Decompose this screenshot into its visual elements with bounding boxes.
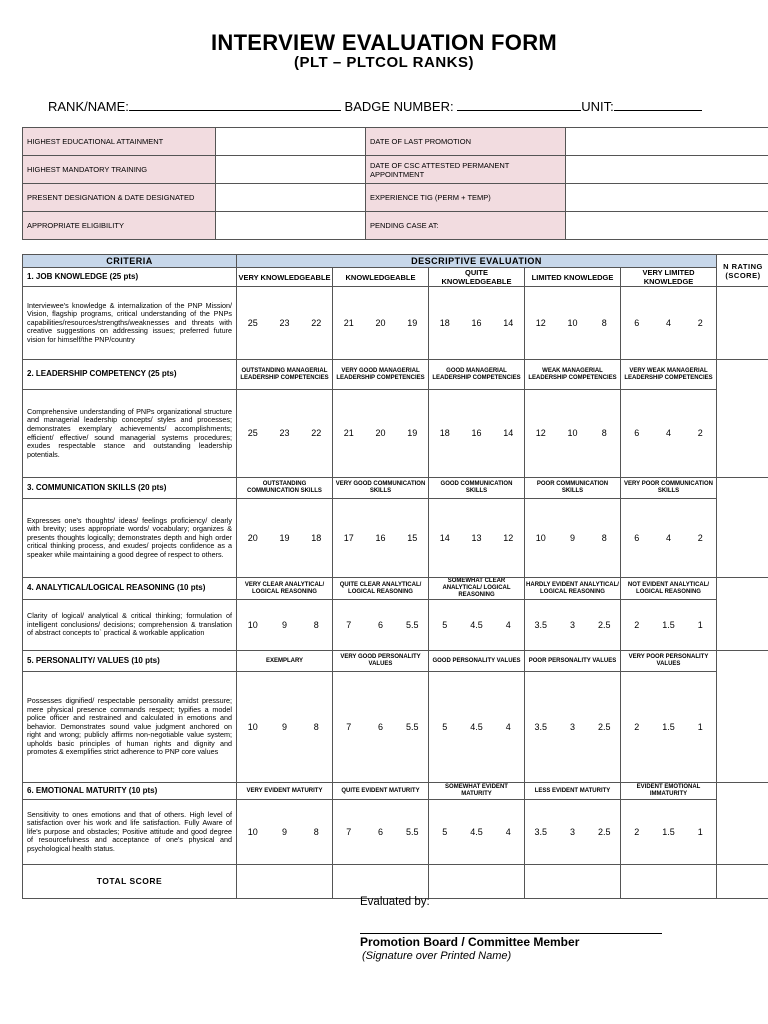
score-option[interactable]: 8	[589, 287, 621, 360]
criterion-description: Expresses one's thoughts/ ideas/ feelings proficiency/ clearly with brevity; uses appropriate words/ vocabulary; organizes & presents thoughts logically; demonstrates depth and high order critical thinking process, and exudes/ projects confidence as a speaker while maintaining a good degree of respect to others.	[23, 499, 237, 578]
score-option[interactable]: 23	[269, 287, 301, 360]
score-option[interactable]: 6	[621, 499, 653, 578]
score-option[interactable]: 12	[493, 499, 525, 578]
score-option[interactable]: 3.5	[525, 672, 557, 783]
score-option[interactable]: 14	[429, 499, 461, 578]
score-option[interactable]: 4.5	[461, 600, 493, 651]
score-option[interactable]: 18	[429, 390, 461, 478]
info-label-education: HIGHEST EDUCATIONAL ATTAINMENT	[23, 128, 216, 156]
evaluation-level-label: VERY GOOD PERSONALITY VALUES	[333, 651, 429, 672]
score-option[interactable]: 4	[493, 672, 525, 783]
unit-field[interactable]	[614, 100, 702, 111]
total-level-cell[interactable]	[525, 865, 621, 899]
info-value-pending-case[interactable]	[566, 212, 768, 240]
evaluation-level-label: VERY POOR COMMUNICATION SKILLS	[621, 478, 717, 499]
score-option[interactable]: 19	[397, 390, 429, 478]
criterion-description: Interviewee's knowledge & internalization of the PNP Mission/ Vision, flagship programs, critical understanding of the PNPs capabilities/resources/strengths/weaknesses and threats with creative suggestions on addressing issues; preferred future vision for himself/the PNP/country	[23, 287, 237, 360]
score-option[interactable]: 22	[301, 390, 333, 478]
score-option[interactable]: 16	[365, 499, 397, 578]
score-option[interactable]: 21	[333, 390, 365, 478]
score-option[interactable]: 18	[429, 287, 461, 360]
unit-label: UNIT:	[581, 99, 614, 114]
total-level-cell[interactable]	[237, 865, 333, 899]
score-option[interactable]: 2	[621, 800, 653, 865]
info-label-csc-date: DATE OF CSC ATTESTED PERMANENT APPOINTMENT	[366, 156, 566, 184]
evaluation-level-label: VERY GOOD COMMUNICATION SKILLS	[333, 478, 429, 499]
evaluation-level-label: EVIDENT EMOTIONAL IMMATURITY	[621, 783, 717, 800]
evaluation-level-label: VERY CLEAR ANALYTICAL/ LOGICAL REASONING	[237, 578, 333, 600]
score-option[interactable]: 5.5	[397, 800, 429, 865]
score-option[interactable]: 9	[269, 600, 301, 651]
score-option[interactable]: 13	[461, 499, 493, 578]
evaluation-level-label: LESS EVIDENT MATURITY	[525, 783, 621, 800]
info-label-designation: PRESENT DESIGNATION & DATE DESIGNATED	[23, 184, 216, 212]
evaluation-level-label: QUITE CLEAR ANALYTICAL/ LOGICAL REASONING	[333, 578, 429, 600]
score-option[interactable]: 9	[269, 672, 301, 783]
score-option[interactable]: 10	[525, 499, 557, 578]
score-option[interactable]: 4	[653, 287, 685, 360]
score-option[interactable]: 2.5	[589, 672, 621, 783]
personal-info-table	[22, 127, 768, 240]
rating-score-cell[interactable]	[717, 478, 768, 578]
score-option[interactable]: 25	[237, 390, 269, 478]
score-option[interactable]: 12	[525, 287, 557, 360]
score-option[interactable]: 10	[557, 390, 589, 478]
score-option[interactable]: 3.5	[525, 800, 557, 865]
score-option[interactable]: 1.5	[653, 800, 685, 865]
evaluation-level-label: QUITE EVIDENT MATURITY	[333, 783, 429, 800]
criterion-title: 6. EMOTIONAL MATURITY (10 pts)	[23, 783, 237, 800]
criterion-title: 4. ANALYTICAL/LOGICAL REASONING (10 pts)	[23, 578, 237, 600]
rating-score-cell[interactable]	[717, 783, 768, 865]
evaluation-level-label: GOOD PERSONALITY VALUES	[429, 651, 525, 672]
score-option[interactable]: 16	[461, 287, 493, 360]
info-value-csc-date[interactable]	[566, 156, 768, 184]
score-option[interactable]: 8	[301, 600, 333, 651]
score-option[interactable]: 3.5	[525, 600, 557, 651]
score-option[interactable]: 9	[269, 800, 301, 865]
score-option[interactable]: 20	[365, 390, 397, 478]
criterion-description: Clarity of logical/ analytical & critical thinking; formulation of intelligent conclusions/ decisions; comprehension & translation of abstract concepts to` practical & workable application	[23, 600, 237, 651]
score-option[interactable]: 19	[397, 287, 429, 360]
score-option[interactable]: 14	[493, 390, 525, 478]
rating-score-cell[interactable]	[717, 360, 768, 478]
info-value-designation[interactable]	[216, 184, 366, 212]
score-option[interactable]: 17	[333, 499, 365, 578]
score-option[interactable]: 10	[237, 800, 269, 865]
board-member-label: Promotion Board / Committee Member	[360, 935, 580, 949]
score-option[interactable]: 19	[269, 499, 301, 578]
criterion-title: 5. PERSONALITY/ VALUES (10 pts)	[23, 651, 237, 672]
rating-score-cell[interactable]	[717, 287, 768, 360]
score-option[interactable]: 16	[461, 390, 493, 478]
score-option[interactable]: 20	[365, 287, 397, 360]
score-option[interactable]: 5.5	[397, 600, 429, 651]
score-option[interactable]: 8	[589, 390, 621, 478]
score-option[interactable]: 5	[429, 600, 461, 651]
score-option[interactable]: 2	[685, 287, 717, 360]
score-option[interactable]: 1.5	[653, 672, 685, 783]
rank-name-line	[48, 99, 702, 114]
evaluation-level-label: KNOWLEDGEABLE	[333, 268, 429, 287]
rating-header: N RATING (SCORE)	[717, 255, 768, 287]
score-option[interactable]: 6	[621, 287, 653, 360]
total-score-label: TOTAL SCORE	[23, 865, 237, 899]
criterion-title: 2. LEADERSHIP COMPETENCY (25 pts)	[23, 360, 237, 390]
total-level-cell[interactable]	[621, 865, 717, 899]
score-option[interactable]: 1	[685, 600, 717, 651]
score-option[interactable]: 9	[557, 499, 589, 578]
info-value-last-promotion[interactable]	[566, 128, 768, 156]
score-option[interactable]: 4	[653, 390, 685, 478]
rating-score-cell[interactable]	[717, 578, 768, 651]
rating-score-cell[interactable]	[717, 651, 768, 783]
info-label-last-promotion: DATE OF LAST PROMOTION	[366, 128, 566, 156]
criteria-header: CRITERIA	[23, 255, 237, 268]
info-label-pending-case: PENDING CASE AT:	[366, 212, 566, 240]
score-option[interactable]: 8	[301, 800, 333, 865]
score-option[interactable]: 22	[301, 287, 333, 360]
score-option[interactable]: 2	[685, 499, 717, 578]
score-option[interactable]: 3	[557, 800, 589, 865]
score-option[interactable]: 10	[237, 600, 269, 651]
criterion-description: Possesses dignified/ respectable personality amidst pressure; mere physical presence commands respect; typifies a model police officer and restrained and calculated in emotions and behavior. Demonstrates sound value judgment anchored on right and wrong; publicly affirms non-negotiable value system; upholds basic principles of human rights and dignity and promotes & exemplifies strict adherence to PNP core values	[23, 672, 237, 783]
criterion-description: Sensitivity to ones emotions and that of others. High level of satisfaction over his work and life satisfaction. Fully Aware of life's purpose and obstacles; Positive attitude and good degree of resourcefulness and acceptance of one's physical and psychological health status.	[23, 800, 237, 865]
evaluation-level-label: QUITE KNOWLEDGEABLE	[429, 268, 525, 287]
evaluation-level-label: EXEMPLARY	[237, 651, 333, 672]
score-option[interactable]: 10	[237, 672, 269, 783]
criterion-description: Comprehensive understanding of PNPs organizational structure and managerial leadership concepts/ styles and processes; demonstrates exemplary achievements/ accomplishments; efficient/ effective/ sound managerial systems procedures; exudes respectable stance and outstanding leadership potentials.	[23, 390, 237, 478]
evaluation-table	[22, 254, 768, 899]
score-option[interactable]: 20	[237, 499, 269, 578]
evaluation-level-label: GOOD MANAGERIAL LEADERSHIP COMPETENCIES	[429, 360, 525, 390]
badge-number-field[interactable]	[457, 100, 581, 111]
signature-line[interactable]	[360, 933, 662, 934]
score-option[interactable]: 1	[685, 672, 717, 783]
score-option[interactable]: 8	[301, 672, 333, 783]
score-option[interactable]: 4	[493, 800, 525, 865]
evaluation-level-label: GOOD COMMUNICATION SKILLS	[429, 478, 525, 499]
score-option[interactable]: 2	[621, 600, 653, 651]
info-value-education[interactable]	[216, 128, 366, 156]
rank-name-label: RANK/NAME:	[48, 99, 129, 114]
badge-number-label: BADGE NUMBER:	[344, 99, 454, 114]
score-option[interactable]: 7	[333, 600, 365, 651]
signature-note: (Signature over Printed Name)	[362, 950, 512, 962]
info-value-experience[interactable]	[566, 184, 768, 212]
evaluation-level-label: HARDLY EVIDENT ANALYTICAL/ LOGICAL REASONING	[525, 578, 621, 600]
score-option[interactable]: 18	[301, 499, 333, 578]
evaluation-level-label: SOMEWHAT EVIDENT MATURITY	[429, 783, 525, 800]
score-option[interactable]: 5	[429, 800, 461, 865]
evaluation-level-label: WEAK MANAGERIAL LEADERSHIP COMPETENCIES	[525, 360, 621, 390]
score-option[interactable]: 3	[557, 672, 589, 783]
score-option[interactable]: 6	[365, 800, 397, 865]
score-option[interactable]: 1.5	[653, 600, 685, 651]
form-subtitle: (PLT – PLTCOL RANKS)	[294, 54, 474, 71]
evaluation-level-label: POOR PERSONALITY VALUES	[525, 651, 621, 672]
score-option[interactable]: 1	[685, 800, 717, 865]
score-option[interactable]: 2	[621, 672, 653, 783]
score-option[interactable]: 6	[365, 600, 397, 651]
criterion-title: 3. COMMUNICATION SKILLS (20 pts)	[23, 478, 237, 499]
evaluation-level-label: SOMEWHAT CLEAR ANALYTICAL/ LOGICAL REASONING	[429, 578, 525, 600]
score-option[interactable]: 23	[269, 390, 301, 478]
score-option[interactable]: 4.5	[461, 800, 493, 865]
total-score-cell[interactable]	[717, 865, 768, 899]
evaluation-level-label: VERY KNOWLEDGEABLE	[237, 268, 333, 287]
evaluation-level-label: OUTSTANDING MANAGERIAL LEADERSHIP COMPETENCIES	[237, 360, 333, 390]
rank-name-field[interactable]	[129, 100, 341, 111]
score-option[interactable]: 4.5	[461, 672, 493, 783]
evaluation-level-label: VERY POOR PERSONALITY VALUES	[621, 651, 717, 672]
score-option[interactable]: 12	[525, 390, 557, 478]
score-option[interactable]: 2.5	[589, 800, 621, 865]
score-option[interactable]: 14	[493, 287, 525, 360]
score-option[interactable]: 5	[429, 672, 461, 783]
score-option[interactable]: 8	[589, 499, 621, 578]
score-option[interactable]: 10	[557, 287, 589, 360]
evaluation-level-label: VERY EVIDENT MATURITY	[237, 783, 333, 800]
total-level-cell[interactable]	[429, 865, 525, 899]
info-label-eligibility: APPROPRIATE ELIGIBILITY	[23, 212, 216, 240]
evaluation-level-label: VERY GOOD MANAGERIAL LEADERSHIP COMPETENCIES	[333, 360, 429, 390]
evaluation-level-label: VERY WEAK MANAGERIAL LEADERSHIP COMPETENCIES	[621, 360, 717, 390]
evaluation-level-label: NOT EVIDENT ANALYTICAL/ LOGICAL REASONING	[621, 578, 717, 600]
score-option[interactable]: 15	[397, 499, 429, 578]
info-value-eligibility[interactable]	[216, 212, 366, 240]
score-option[interactable]: 3	[557, 600, 589, 651]
score-option[interactable]: 21	[333, 287, 365, 360]
evaluation-level-label: POOR COMMUNICATION SKILLS	[525, 478, 621, 499]
total-level-cell[interactable]	[333, 865, 429, 899]
form-title: INTERVIEW EVALUATION FORM	[210, 30, 558, 55]
info-label-training: HIGHEST MANDATORY TRAINING	[23, 156, 216, 184]
score-option[interactable]: 7	[333, 672, 365, 783]
evaluated-by-label: Evaluated by:	[360, 896, 430, 908]
descriptive-evaluation-header: DESCRIPTIVE EVALUATION	[237, 255, 717, 268]
score-option[interactable]: 5.5	[397, 672, 429, 783]
score-option[interactable]: 2.5	[589, 600, 621, 651]
info-value-training[interactable]	[216, 156, 366, 184]
score-option[interactable]: 4	[493, 600, 525, 651]
evaluation-level-label: LIMITED KNOWLEDGE	[525, 268, 621, 287]
score-option[interactable]: 2	[685, 390, 717, 478]
criterion-title: 1. JOB KNOWLEDGE (25 pts)	[23, 268, 237, 287]
info-label-experience: EXPERIENCE TIG (PERM + TEMP)	[366, 184, 566, 212]
evaluation-level-label: VERY LIMITED KNOWLEDGE	[621, 268, 717, 287]
score-option[interactable]: 6	[621, 390, 653, 478]
evaluation-level-label: OUTSTANDING COMMUNICATION SKILLS	[237, 478, 333, 499]
score-option[interactable]: 4	[653, 499, 685, 578]
score-option[interactable]: 7	[333, 800, 365, 865]
score-option[interactable]: 25	[237, 287, 269, 360]
score-option[interactable]: 6	[365, 672, 397, 783]
